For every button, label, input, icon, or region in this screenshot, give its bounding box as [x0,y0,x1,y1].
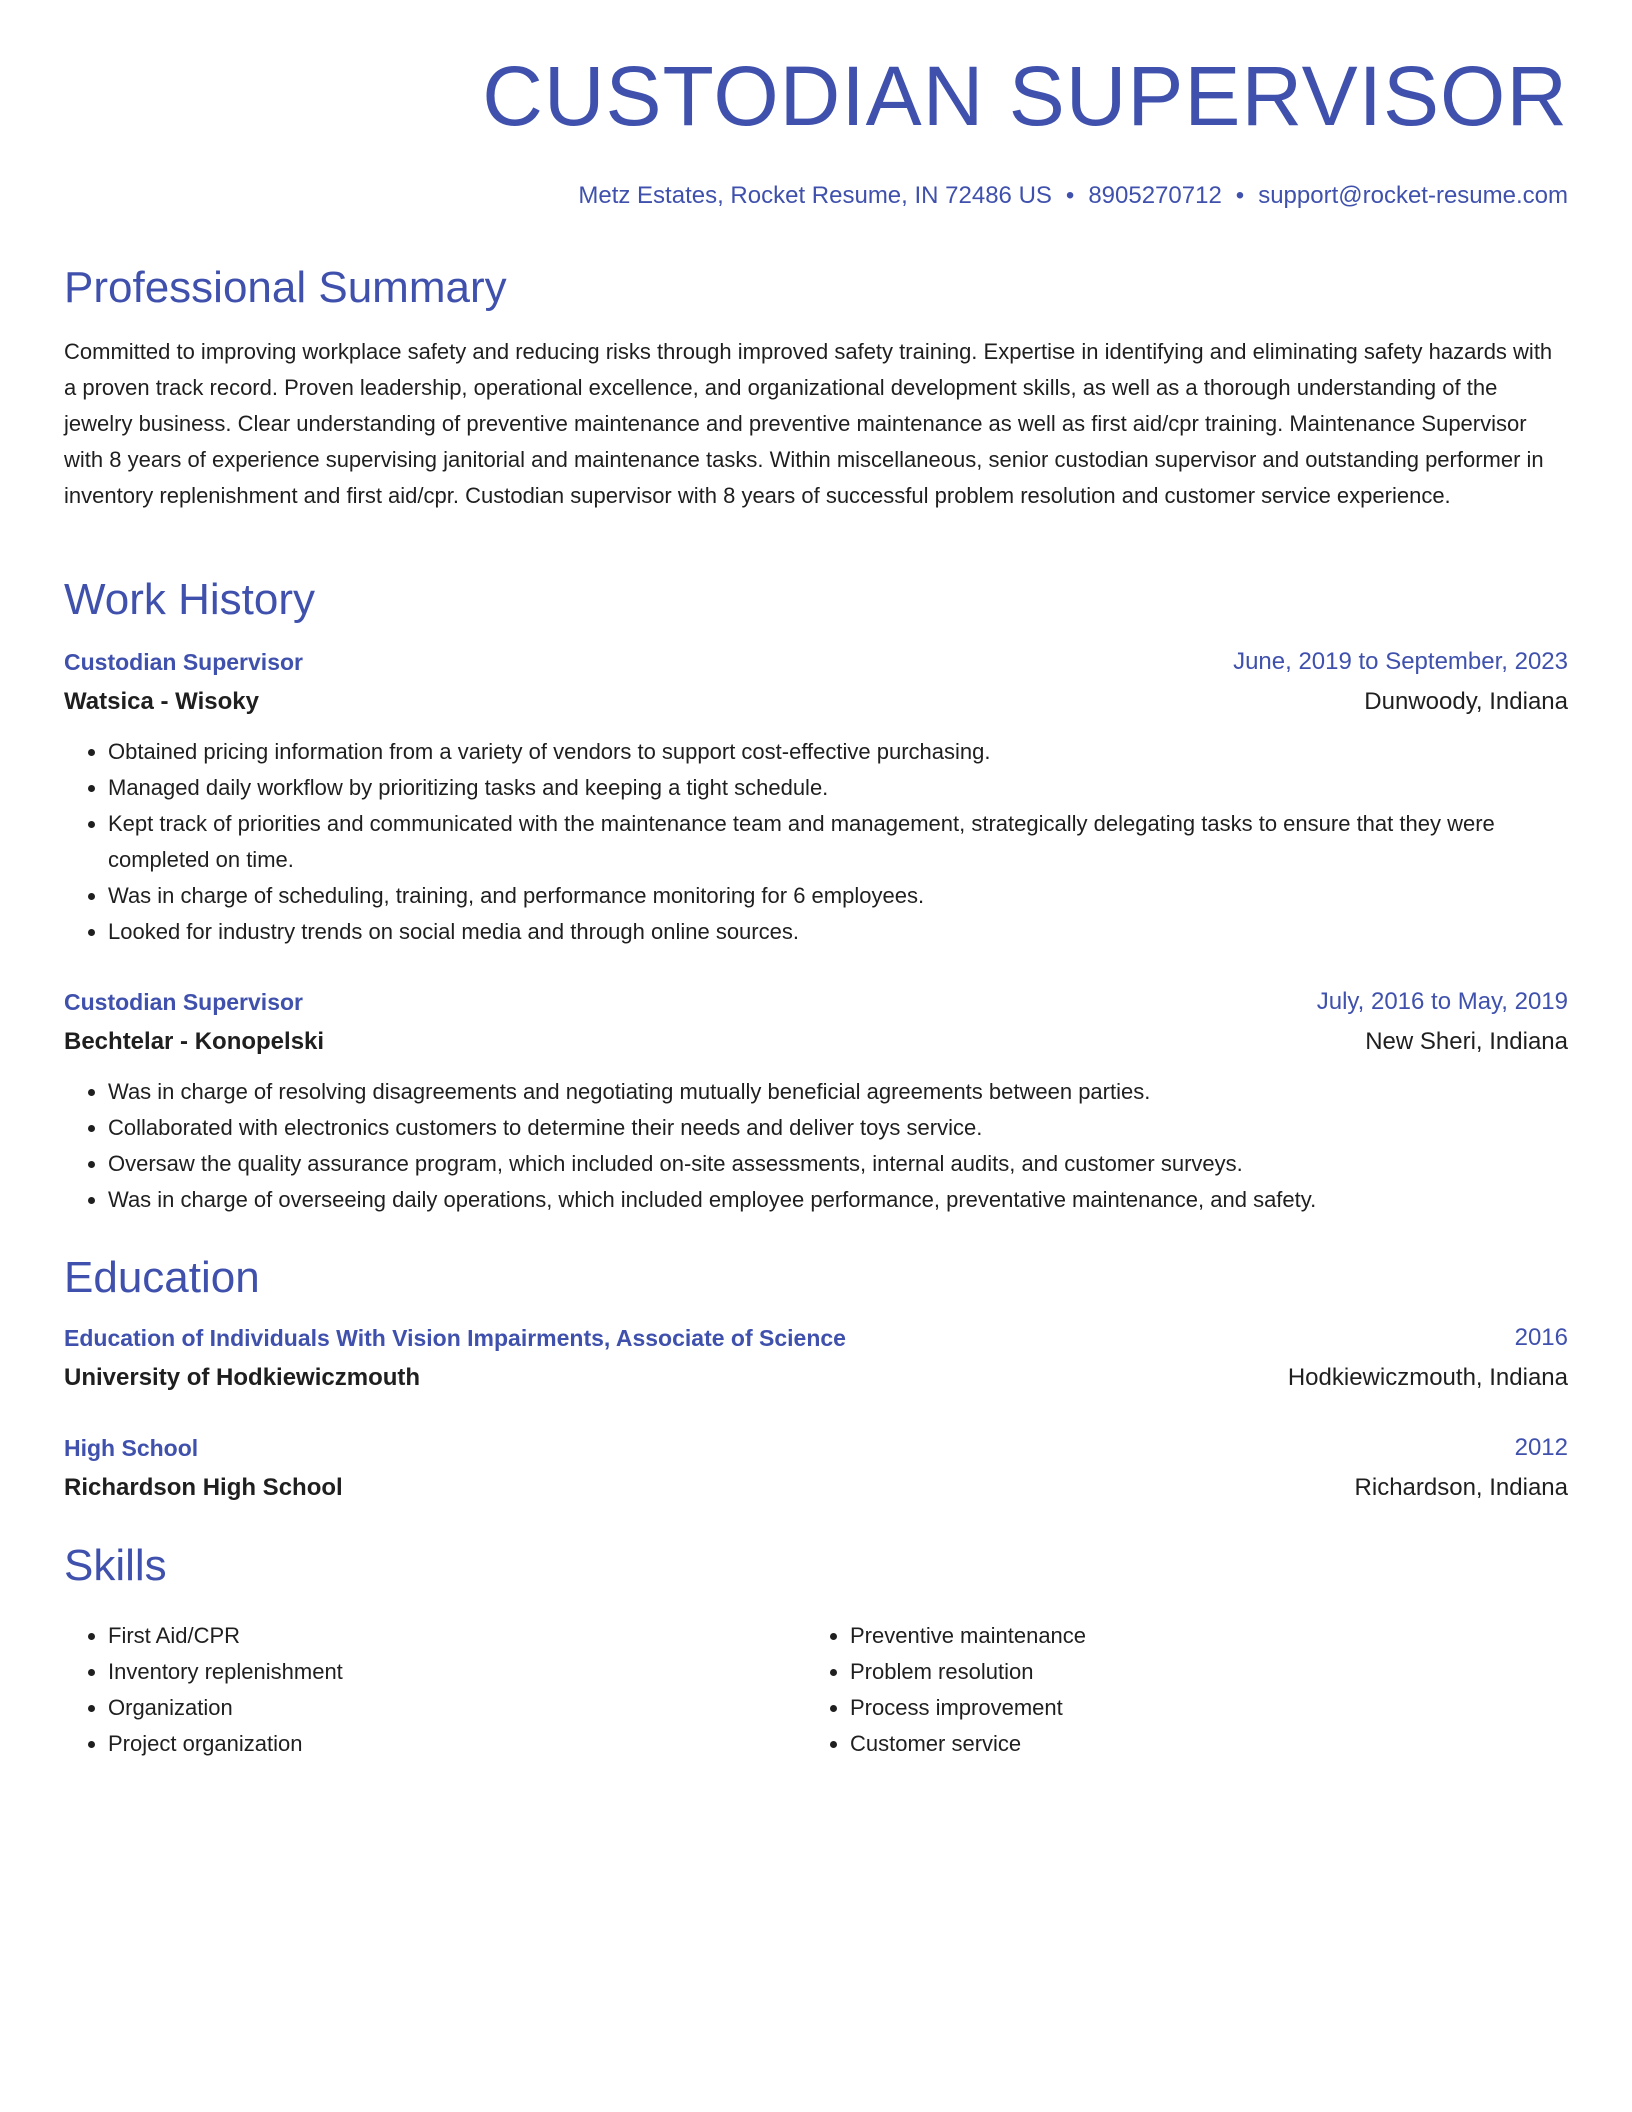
skill-item: • Customer service [850,1726,1550,1762]
education-header-row [64,1428,1568,1468]
job-header-row [64,982,1568,1022]
job-bullets [64,1074,1568,1218]
job-bullet: • Looked for industry trends on social media and through online sources. [108,914,1568,950]
contact-phone: 8905270712 [1088,182,1222,209]
job-company-row [64,682,1568,722]
education-school-row [64,1358,1568,1398]
job-dates: June, 2019 to September, 2023 [1233,648,1568,675]
job-company-row [64,1022,1568,1062]
skill-item: • Organization [108,1690,808,1726]
education-school: University of Hodkiewiczmouth [64,1364,421,1391]
job-bullet: • Was in charge of scheduling, training, and performance monitoring for 6 employees. [108,878,1568,914]
job-company: Watsica - Wisoky [64,688,259,715]
work-history-heading: Work History [64,575,315,624]
contact-line [578,182,1568,210]
summary-heading: Professional Summary [64,263,507,312]
summary-text: Committed to improving workplace safety and reducing risks through improved safety training. Expertise in identifying and eliminating safety hazards with a proven track record. Proven leadership, operational excellence, and organizational development skills, as well as a thorough understanding of the jewelry business. Clear understanding of preventive maintenance and preventive maintenance as well as first aid/cpr training. Maintenance Supervisor with 8 years of experience supervising janitorial and maintenance tasks. Within miscellaneous, senior custodian supervisor and outstanding performer in inventory replenishment and first aid/cpr. Custodian supervisor with 8 years of successful problem resolution and customer service experience. [64,339,1553,508]
skill-item: • Project organization [108,1726,808,1762]
contact-address: Metz Estates, Rocket Resume, IN 72486 US [578,182,1052,209]
job-dates: July, 2016 to May, 2019 [1316,988,1568,1015]
resume-title: CUSTODIAN SUPERVISOR [482,49,1568,143]
education-school: Richardson High School [64,1474,343,1501]
skills-column-2 [806,1618,1550,1762]
education-entry [64,1318,1568,1398]
job-location: Dunwoody, Indiana [1364,688,1568,715]
contact-separator: • [1065,182,1075,209]
job-bullet: • Managed daily workflow by prioritizing tasks and keeping a tight schedule. [108,770,1568,806]
contact-separator: • [1235,182,1245,209]
job-role: Custodian Supervisor [64,649,303,675]
job-bullet: • Collaborated with electronics customers to determine their needs and deliver toys service. [108,1110,1568,1146]
education-degree: High School [64,1435,199,1461]
job-entry [64,642,1568,950]
job-company: Bechtelar - Konopelski [64,1028,325,1055]
education-heading: Education [64,1253,260,1302]
job-entry [64,982,1568,1218]
skill-item: • Problem resolution [850,1654,1550,1690]
job-location: New Sheri, Indiana [1365,1028,1568,1055]
job-bullet: • Obtained pricing information from a variety of vendors to support cost-effective purchasing. [108,734,1568,770]
skill-item: • Process improvement [850,1690,1550,1726]
education-school-row [64,1468,1568,1508]
job-bullet: • Kept track of priorities and communicated with the maintenance team and management, strategically delegating tasks to ensure that they were completed on time. [108,806,1568,878]
job-bullet: • Oversaw the quality assurance program, which included on-site assessments, internal audits, and customer surveys. [108,1146,1568,1182]
job-header-row [64,642,1568,682]
contact-email: support@rocket-resume.com [1258,182,1568,209]
skills-heading: Skills [64,1541,167,1590]
skill-item: • First Aid/CPR [108,1618,808,1654]
job-role: Custodian Supervisor [64,989,303,1015]
education-entry [64,1428,1568,1508]
skills-column-1 [64,1618,808,1762]
skill-item: • Preventive maintenance [850,1618,1550,1654]
education-location: Hodkiewiczmouth, Indiana [1287,1364,1568,1391]
job-bullet: • Was in charge of overseeing daily operations, which included employee performance, preventative maintenance, and safety. [108,1182,1568,1218]
job-bullets [64,734,1568,950]
education-header-row [64,1318,1568,1358]
education-degree: Education of Individuals With Vision Impairments, Associate of Science [64,1325,846,1351]
skill-item: • Inventory replenishment [108,1654,808,1690]
education-year: 2016 [1514,1324,1568,1351]
education-location: Richardson, Indiana [1354,1474,1568,1501]
education-year: 2012 [1514,1434,1568,1461]
job-bullet: • Was in charge of resolving disagreements and negotiating mutually beneficial agreements between parties. [108,1074,1568,1110]
